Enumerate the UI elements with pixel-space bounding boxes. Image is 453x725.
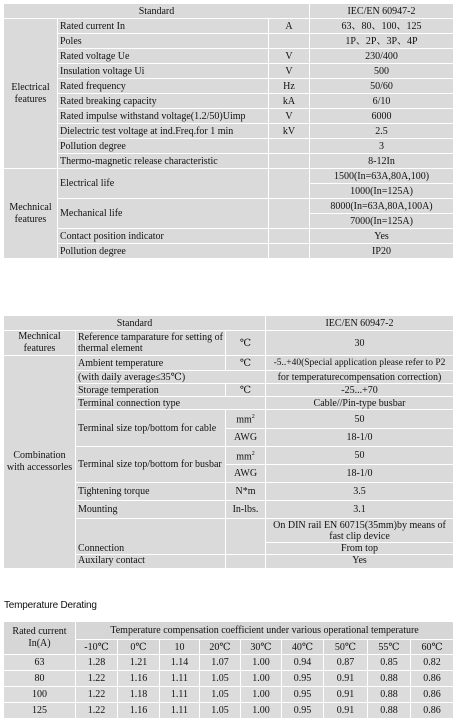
value-cell: From top xyxy=(266,543,453,555)
value-cell: Yes xyxy=(310,229,453,244)
coef-cell: 0.91 xyxy=(324,687,368,703)
coef-cell: 1.05 xyxy=(200,703,241,719)
derating-header: Temperature compensation coefficient under various operational temperature xyxy=(76,622,453,640)
coef-cell: 1.07 xyxy=(200,655,241,671)
unit-label: V xyxy=(269,109,310,124)
value-cell: 30 xyxy=(266,331,453,356)
coef-cell: 0.94 xyxy=(282,655,324,671)
coef-cell: 1.22 xyxy=(76,671,118,687)
coef-cell: 0.87 xyxy=(324,655,368,671)
value-cell: 18-1/0 xyxy=(266,429,453,447)
unit-label: In-lbs. xyxy=(226,501,266,519)
unit-label: A xyxy=(269,19,310,34)
temp-header: 60℃ xyxy=(411,640,453,655)
temp-header: 10 xyxy=(160,640,200,655)
coef-cell: 1.11 xyxy=(160,703,200,719)
coef-cell: 1.00 xyxy=(241,703,282,719)
unit-label xyxy=(269,139,310,154)
value-cell: 230/400 xyxy=(310,49,453,64)
param-label: Rated breaking capacity xyxy=(58,94,269,109)
value-cell: 18-1/0 xyxy=(266,465,453,483)
unit-label: ℃ xyxy=(226,384,266,397)
param-label: Thermo-magnetic release characteristic xyxy=(58,154,269,169)
coef-cell: 0.86 xyxy=(411,703,453,719)
value-cell: 3.5 xyxy=(266,483,453,501)
unit-label: V xyxy=(269,49,310,64)
temp-header: 20℃ xyxy=(200,640,241,655)
param-label: Rated frequency xyxy=(58,79,269,94)
rated-current-label: Rated current In(A) xyxy=(4,622,76,655)
unit-label xyxy=(269,154,310,169)
value-cell: 8000(In=63A,80A,100A) xyxy=(310,199,453,214)
coef-cell: 1.00 xyxy=(241,687,282,703)
value-cell: 6/10 xyxy=(310,94,453,109)
derating-title: Temperature Derating xyxy=(4,600,97,611)
unit-label xyxy=(269,229,310,244)
param-label: Terminal size top/bottom for busbar xyxy=(76,447,226,483)
param-label: Reference tamparature for setting of thermal element xyxy=(76,331,226,356)
param-label: Connection xyxy=(76,519,226,555)
current-cell: 100 xyxy=(4,687,76,703)
value-cell: 50/60 xyxy=(310,79,453,94)
unit-label xyxy=(226,555,266,569)
coef-cell: 0.91 xyxy=(324,703,368,719)
unit-label xyxy=(269,169,310,199)
unit-label: ℃ xyxy=(226,356,266,371)
value-cell: 6000 xyxy=(310,109,453,124)
unit-label: AWG xyxy=(226,465,266,483)
value-cell: 1500(In=63A,80A,100) xyxy=(310,169,453,184)
electrical-features-label: Electrical features xyxy=(4,19,58,169)
temperature-derating-table xyxy=(3,621,453,719)
coef-cell: 0.85 xyxy=(368,655,411,671)
mechanical-features-label: Mechnical features xyxy=(4,331,76,356)
unit-label xyxy=(269,34,310,49)
combination-accessories-label: Combination with accessorles xyxy=(4,356,76,569)
coef-cell: 0.95 xyxy=(282,671,324,687)
unit-label: kA xyxy=(269,94,310,109)
param-label: Dielectric test voltage at ind.Freq.for 1 min xyxy=(58,124,269,139)
param-label: Rated voltage Ue xyxy=(58,49,269,64)
param-label: Tightening torque xyxy=(76,483,226,501)
unit-label: $mm^2$ xyxy=(226,447,266,465)
coef-cell: 1.11 xyxy=(160,687,200,703)
temp-header: 30℃ xyxy=(241,640,282,655)
value-cell: -5..+40(Special application please refer to P2 xyxy=(266,356,453,371)
current-cell: 125 xyxy=(4,703,76,719)
table-row xyxy=(4,671,453,687)
coef-cell: 0.88 xyxy=(368,671,411,687)
value-cell: On DIN rail EN 60715(35mm)by means of fast clip device xyxy=(266,519,453,543)
unit-label: Hz xyxy=(269,79,310,94)
electrical-mechanical-spec-table xyxy=(3,3,453,259)
param-label: Auxilary contact xyxy=(76,555,226,569)
coef-cell: 1.16 xyxy=(118,703,160,719)
param-label: Poles xyxy=(58,34,269,49)
unit-label xyxy=(226,519,266,555)
unit-label: AWG xyxy=(226,429,266,447)
unit-label xyxy=(269,199,310,229)
value-cell: 50 xyxy=(266,447,453,465)
value-cell: IP20 xyxy=(310,244,453,259)
param-label: Storage temperation xyxy=(76,384,226,397)
mechanical-features-label: Mechnical features xyxy=(4,169,58,259)
table1-header-standard: Standard xyxy=(4,4,310,19)
value-cell: for temperaturecompensation correction) xyxy=(266,371,453,384)
coef-cell: 1.05 xyxy=(200,687,241,703)
value-cell: 3 xyxy=(310,139,453,154)
param-label: Mechanical life xyxy=(58,199,269,229)
table2-header-standard: Standard xyxy=(4,316,266,331)
value-cell: 3.1 xyxy=(266,501,453,519)
param-label: Mounting xyxy=(76,501,226,519)
param-label: Terminal size top/bottom for cable xyxy=(76,410,226,447)
coef-cell: 1.18 xyxy=(118,687,160,703)
value-cell: 2.5 xyxy=(310,124,453,139)
current-cell: 63 xyxy=(4,655,76,671)
coef-cell: 1.11 xyxy=(160,671,200,687)
param-label: Pollution degree xyxy=(58,139,269,154)
coef-cell: 1.28 xyxy=(76,655,118,671)
table-row xyxy=(4,655,453,671)
unit-label: kV xyxy=(269,124,310,139)
param-label: Contact position indicator xyxy=(58,229,269,244)
coef-cell: 1.00 xyxy=(241,671,282,687)
value-cell: 1P、2P、3P、4P xyxy=(310,34,453,49)
coef-cell: 1.22 xyxy=(76,703,118,719)
coef-cell: 0.88 xyxy=(368,687,411,703)
value-cell: 8-12In xyxy=(310,154,453,169)
table1-header-standard-value: IEC/EN 60947-2 xyxy=(310,4,453,19)
param-label: Pollution degree xyxy=(58,244,269,259)
coef-cell: 0.95 xyxy=(282,703,324,719)
value-cell: 63、80、100、125 xyxy=(310,19,453,34)
value-cell: 500 xyxy=(310,64,453,79)
coef-cell: 0.95 xyxy=(282,687,324,703)
param-label: Rated current In xyxy=(58,19,269,34)
table-row xyxy=(4,703,453,719)
table2-header-standard-value: IEC/EN 60947-2 xyxy=(266,316,453,331)
coef-cell: 1.21 xyxy=(118,655,160,671)
param-label: Ambient temperature xyxy=(76,356,226,371)
value-cell: Cable//Pin-type busbar xyxy=(266,397,453,410)
unit-label: $mm^2$ xyxy=(226,410,266,429)
value-cell: 1000(In=125A) xyxy=(310,184,453,199)
temp-header: 0℃ xyxy=(118,640,160,655)
param-label: Terminal connection type xyxy=(76,397,266,410)
param-label: Electrical life xyxy=(58,169,269,199)
value-cell: 50 xyxy=(266,410,453,429)
param-label: (with daily average≤35℃) xyxy=(76,371,266,384)
coef-cell: 1.22 xyxy=(76,687,118,703)
unit-label: ℃ xyxy=(226,331,266,356)
unit-label: V xyxy=(269,64,310,79)
temp-header: 50℃ xyxy=(324,640,368,655)
value-cell: 7000(In=125A) xyxy=(310,214,453,229)
param-label: Insulation voltage Ui xyxy=(58,64,269,79)
temp-header: 40℃ xyxy=(282,640,324,655)
coef-cell: 0.91 xyxy=(324,671,368,687)
coef-cell: 1.16 xyxy=(118,671,160,687)
temp-header: 55℃ xyxy=(368,640,411,655)
value-cell: Yes xyxy=(266,555,453,569)
coef-cell: 0.86 xyxy=(411,687,453,703)
param-label: Rated impulse withstand voltage(1.2/50)Uimp xyxy=(58,109,269,124)
coef-cell: 0.82 xyxy=(411,655,453,671)
temp-header: -10℃ xyxy=(76,640,118,655)
value-cell: -25...+70 xyxy=(266,384,453,397)
table-row xyxy=(4,687,453,703)
unit-label: N*m xyxy=(226,483,266,501)
current-cell: 80 xyxy=(4,671,76,687)
coef-cell: 1.00 xyxy=(241,655,282,671)
coef-cell: 1.14 xyxy=(160,655,200,671)
coef-cell: 0.86 xyxy=(411,671,453,687)
coef-cell: 0.88 xyxy=(368,703,411,719)
coef-cell: 1.05 xyxy=(200,671,241,687)
unit-label xyxy=(269,244,310,259)
combination-spec-table xyxy=(3,315,453,569)
